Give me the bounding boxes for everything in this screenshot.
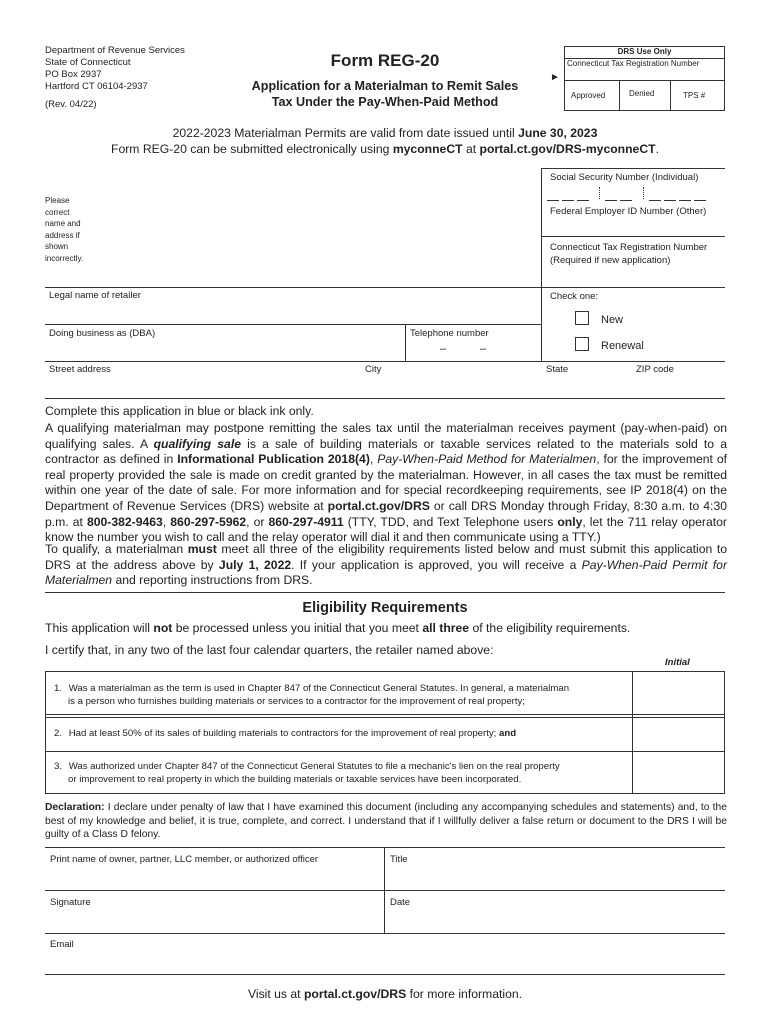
myconnect-link[interactable]: portal.ct.gov/DRS-myconneCT (479, 142, 656, 156)
requirement-text (54, 760, 560, 786)
requirement-text (54, 682, 569, 708)
email-label: Email (50, 939, 74, 950)
requirement-line: or improvement to real property in which the building materials or taxable services have been incorporated. (68, 774, 522, 785)
drs-website-link[interactable]: portal.ct.gov/DRS (327, 498, 430, 513)
agency-address (45, 45, 185, 111)
paragraph-text: To qualify, a materialman (45, 542, 188, 556)
ssn-field[interactable] (547, 186, 725, 204)
legal-name-label: Legal name of retailer (49, 290, 141, 301)
note-line: shown (45, 242, 69, 251)
paragraph-text: , let the 711 relay operator know the number you wish to call and the relay operator will dial it and then communicate using a TTY.) (45, 514, 727, 545)
zip-code-field[interactable] (634, 376, 725, 396)
paragraph-text: , for the improvement of real property provided the sale is made on credit granted by the materialman. However, in all cases the tax must be remitted within one year of the date of sale. For more information and for special recordkeeping requirements, see IP 2018(4) on the Department of Revenue Services (DRS) website at (45, 452, 728, 513)
emphasis-and: and (499, 728, 517, 739)
street-address-field[interactable] (45, 376, 360, 396)
new-label: New (601, 314, 624, 326)
signature-label: Signature (50, 897, 91, 908)
emphasis-all-three: all three (422, 621, 470, 635)
emphasis-must: must (187, 542, 217, 556)
drs-col-line (670, 80, 671, 110)
paragraph-text: is a sale of building materials or taxable services related to the materials sold to a contractor as defined in (45, 436, 727, 467)
form-right-column-divider (541, 168, 542, 361)
declaration-text (45, 801, 727, 842)
deadline-date: July 1, 2022 (218, 557, 292, 572)
rule (45, 398, 725, 399)
city-field[interactable] (362, 376, 542, 396)
please-correct-note (45, 195, 83, 264)
initial-divider (632, 672, 633, 717)
intro-text: This application will (45, 621, 154, 635)
drs-row-line (565, 80, 724, 81)
paragraph-text: , (369, 452, 378, 467)
permit-name: Pay-When-Paid Permit for Materialmen (45, 557, 728, 588)
paragraph-text: , (162, 514, 171, 529)
myconnect-name: myconneCT (392, 142, 463, 156)
rule (541, 236, 725, 237)
paragraph-text: or call DRS Monday through Friday, 8:30 a.m. to 4:30 p.m. at (45, 498, 727, 529)
agency-line: State of Connecticut (45, 57, 131, 68)
reg-number-label (550, 241, 707, 267)
notice-text: at (462, 142, 480, 156)
legal-name-field[interactable] (45, 302, 539, 322)
notice-text: . (655, 142, 659, 156)
date-label: Date (390, 897, 411, 908)
fein-label: Federal Employer ID Number (Other) (550, 206, 707, 217)
validity-line-1 (30, 125, 740, 141)
footer-text: Visit us at (247, 987, 304, 1001)
street-address-label: Street address (49, 364, 111, 375)
drs-col-line (619, 80, 620, 110)
phone-number: 860-297-5962 (170, 514, 247, 529)
paragraph-text: and reporting instructions from DRS. (112, 573, 313, 588)
dba-label: Doing business as (DBA) (49, 328, 156, 339)
drs-tps-label: TPS # (683, 91, 706, 100)
email-field[interactable] (45, 951, 725, 973)
drs-approved-label: Approved (571, 91, 606, 100)
revision-date: (Rev. 04/22) (45, 99, 97, 110)
publication-title: Pay-When-Paid Method for Materialmen (377, 452, 597, 467)
date-field[interactable] (386, 909, 725, 931)
rule (45, 361, 725, 362)
footer (0, 987, 770, 1001)
footer-link[interactable]: portal.ct.gov/DRS (303, 987, 407, 1001)
paragraph-text: , or (246, 514, 269, 529)
validity-notice (30, 125, 740, 157)
requirement-number: 2. (54, 728, 63, 739)
state-field[interactable] (544, 376, 634, 396)
renewal-checkbox[interactable] (575, 337, 589, 351)
initial-field[interactable] (634, 715, 724, 751)
intro-text: be processed unless you initial that you meet (172, 621, 423, 635)
subtitle-line: Tax Under the Pay-When-Paid Method (271, 95, 499, 109)
phone-number: 860-297-4911 (268, 514, 344, 529)
requirement-line: Was a materialman as the term is used in Chapter 847 of the Connecticut General Statutes. In general, a materialman (68, 683, 570, 694)
section-rule (45, 592, 725, 593)
paragraph-text: meet all three of the eligibility requirements listed below and must submit this application to DRS at the address above by (45, 542, 727, 572)
intro-text: of the eligibility requirements. (469, 621, 631, 635)
title-field[interactable] (386, 866, 725, 888)
form-subtitle (225, 78, 545, 110)
footer-text: for more information. (406, 987, 523, 1001)
validity-line-2 (30, 141, 740, 157)
requirement-line: is a person who furnishes building materials or services to a contractor for the improvement of real property; (68, 696, 525, 707)
rule (45, 933, 725, 934)
drs-reg-number-label: Connecticut Tax Registration Number (567, 59, 700, 68)
notice-text: 2022-2023 Materialman Permits are valid from date issued until (172, 126, 519, 140)
print-name-field[interactable] (45, 866, 383, 888)
zip-code-label: ZIP code (636, 364, 674, 375)
title-label: Title (390, 854, 408, 865)
note-line: incorrectly. (45, 253, 84, 263)
phone-number: 800-382-9463 (86, 514, 163, 529)
eligibility-intro (45, 621, 630, 635)
drs-denied-label: Denied (629, 89, 655, 98)
emphasis-not: not (153, 621, 173, 635)
qualifying-sale-term: qualifying sale (153, 436, 242, 451)
initial-divider (632, 715, 633, 751)
form-title: Form REG-20 (330, 51, 440, 70)
rule (45, 890, 725, 891)
emphasis-only: only (557, 514, 583, 529)
phone-dash: – (480, 343, 487, 355)
reg-number-label-line: (Required if new application) (550, 255, 671, 266)
requirement-row-3 (45, 751, 725, 794)
form-top-rule (541, 168, 725, 169)
fein-field[interactable] (547, 218, 725, 236)
requirement-line: Had at least 50% of its sales of building materials to contractors for the improvement of real property; (68, 728, 500, 739)
note-line: address if (45, 230, 80, 240)
state-label: State (546, 364, 569, 375)
note-line: Please (45, 196, 70, 205)
rule (45, 974, 725, 975)
initial-field[interactable] (634, 752, 724, 793)
initial-divider (632, 752, 633, 793)
ink-instruction: Complete this application in blue or black ink only. (45, 404, 314, 418)
agency-line: PO Box 2937 (45, 69, 102, 80)
signature-field[interactable] (45, 909, 383, 931)
declaration-body: I declare under penalty of law that I have examined this document (including any accompanying schedules and statements) and, to the best of my knowledge and belief, it is true, complete, and correct. I understand that if I willfully deliver a false return or document to the DRS I will be guilty of a Class D felony. (45, 802, 727, 840)
drs-use-only-box (564, 46, 725, 111)
qualifying-paragraph (45, 421, 727, 546)
renewal-label: Renewal (601, 340, 644, 352)
telephone-label: Telephone number (410, 328, 489, 339)
rule (45, 287, 725, 288)
requirement-number: 3. (54, 761, 63, 772)
paragraph-text: . If your application is approved, you will receive a (291, 557, 582, 572)
notice-date: June 30, 2023 (518, 126, 598, 140)
city-label: City (365, 364, 382, 375)
paragraph-text: (TTY, TDD, and Text Telephone users (343, 514, 558, 529)
certify-statement: I certify that, in any two of the last four calendar quarters, the retailer named above: (45, 643, 494, 657)
print-name-label: Print name of owner, partner, LLC member, or authorized officer (50, 854, 319, 865)
note-line: correct (45, 207, 70, 217)
requirement-row-1 (45, 671, 725, 718)
reg-number-field[interactable] (547, 268, 725, 286)
check-one-label: Check one: (550, 291, 599, 302)
subtitle-line: Application for a Materialman to Remit Sales (251, 79, 519, 93)
publication-ref: Informational Publication 2018(4) (177, 452, 370, 467)
ssn-label: Social Security Number (Individual) (550, 172, 699, 183)
agency-line: Hartford CT 06104-2937 (45, 81, 148, 92)
drs-use-only-title: DRS Use Only (565, 47, 724, 59)
agency-line: Department of Revenue Services (45, 45, 185, 56)
declaration-label: Declaration: (45, 802, 105, 813)
phone-dash: – (440, 343, 447, 355)
initial-field[interactable] (634, 672, 724, 717)
telephone-field[interactable] (406, 340, 541, 360)
rule (45, 324, 541, 325)
reg-number-label-line: Connecticut Tax Registration Number (550, 242, 708, 253)
requirement-number: 1. (54, 683, 63, 694)
requirement-text (54, 727, 516, 740)
initial-column-label: Initial (665, 657, 690, 668)
requirement-row-2 (45, 714, 725, 752)
qualify-paragraph (45, 542, 727, 589)
dba-field[interactable] (45, 340, 405, 360)
eligibility-heading: Eligibility Requirements (302, 600, 468, 616)
arrow-icon: ► (550, 72, 560, 83)
new-checkbox[interactable] (575, 311, 589, 325)
paragraph-text: A qualifying materialman may postpone remitting the sales tax until the materialman receives payment (pay-when-paid) on qualifying sales. A (45, 421, 727, 451)
rule (45, 847, 725, 848)
note-line: name and (45, 219, 81, 228)
notice-text: Form REG-20 can be submitted electronically using (111, 142, 393, 156)
requirement-line: Was authorized under Chapter 847 of the Connecticut General Statutes to file a mechanic's lien on the real property (68, 761, 560, 772)
